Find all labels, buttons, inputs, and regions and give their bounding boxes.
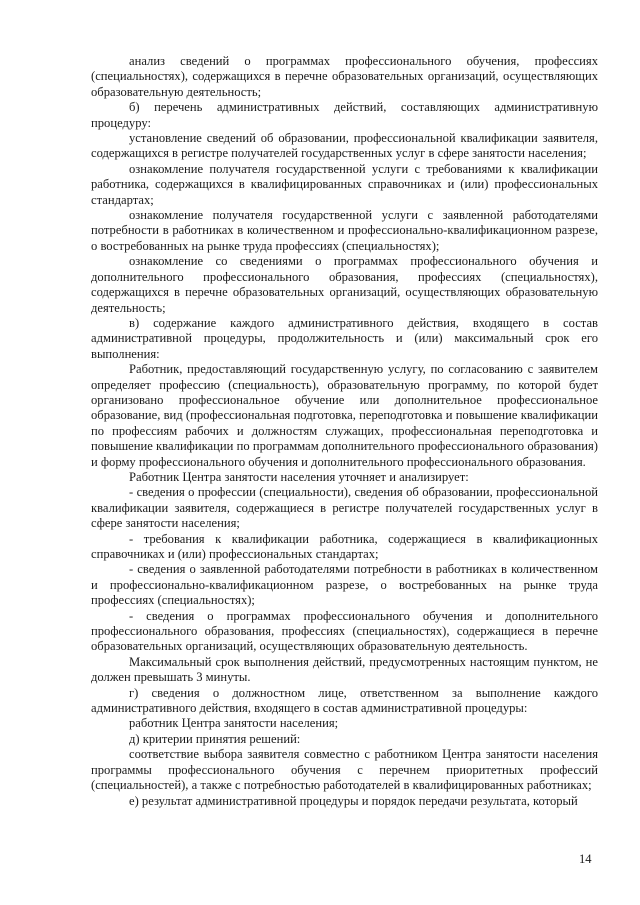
paragraph: работник Центра занятости населения; [129,716,339,731]
paragraph: б) перечень административных действий, составляющих административную процедуру: [91,100,598,130]
paragraph: е) результат административной процедуры и порядок передачи результата, который [129,793,578,808]
paragraph: Максимальный срок выполнения действий, предусмотренных настоящим пунктом, не должен превышать 3 минуты. [91,654,598,685]
paragraph: ознакомление со сведениями о программах профессионального обучения и дополнительного профессионального образования, профессиях (специальностях), содержащихся в перечне образовательных организаций, осуществляющих образовательную деятельность; [91,254,598,315]
paragraph: ознакомление получателя государственной услуги с заявленной работодателями потребности в работниках в количественном и профессионально-квалификационном разрезе, о востребованных на рынке труда профессиях (специальностях); [91,208,598,253]
list-item: - требования к квалификации работника, содержащиеся в квалификационных справочниках и (или) профессиональных стандартах; [91,531,598,561]
list-item: - сведения о профессии (специальности), сведения об образовании, профессиональной квалификации заявителя, содержащиеся в регистре получателей государственных услуг в сфере занятости населения; [91,485,598,531]
paragraph: установление сведений об образовании, профессиональной квалификации заявителя, содержащихся в регистре получателей государственных услуг в сфере занятости населения; [91,131,598,161]
document-body [91,54,598,809]
paragraph: в) содержание каждого административного действия, входящего в состав административной процедуры, продолжительность и (или) максимальный срок его выполнения: [91,315,598,361]
list-item: - сведения о заявленной работодателями потребности в работниках в количественном и профессионально-квалификационном разрезе, о востребованных на рынке труда профессиях (специальностях); [91,562,598,608]
paragraph: г) сведения о должностном лице, ответственном за выполнение каждого административного действия, входящего в состав административной процедуры: [91,685,598,716]
paragraph: Работник Центра занятости населения уточняет и анализирует: [129,469,469,484]
paragraph: ознакомление получателя государственной услуги с требованиями к квалификации работника, содержащихся в квалифицированных справочниках и (или) профессиональных стандартах; [91,161,598,207]
paragraph: анализ сведений о программах профессионального обучения, профессиях (специальностях), содержащихся в перечне образовательных организаций, осуществляющих образовательную деятельность; [91,54,598,99]
paragraph: Работник, предоставляющий государственную услугу, по согласованию с заявителем определяет профессию (специальность), образовательную программу, по которой будет организовано профессиональное обучение или дополнительное профессиональное образование, вид (профессиональная подготовка, переподготовка и повышение квалификации по профессиям рабочих и должностям служащих, профессиональная переподготовка и повышение квалификации по программам дополнительного профессионального образования) и форму профессионального обучения и дополнительного профессионального образования. [91,362,598,469]
list-item: - сведения о программах профессионального обучения и дополнительного профессионального образования, профессиях (специальностях), содержащиеся в перечне образовательных организаций, осуществляющих образовательную деятельность. [91,608,598,654]
paragraph: д) критерии принятия решений: [129,731,301,746]
paragraph: соответствие выбора заявителя совместно с работником Центра занятости населения программы профессионального обучения с перечнем приоритетных профессий (специальностей), а также с потребностью работодателей в квалифицированных работниках; [91,747,598,793]
page-number: 14 [579,852,592,866]
